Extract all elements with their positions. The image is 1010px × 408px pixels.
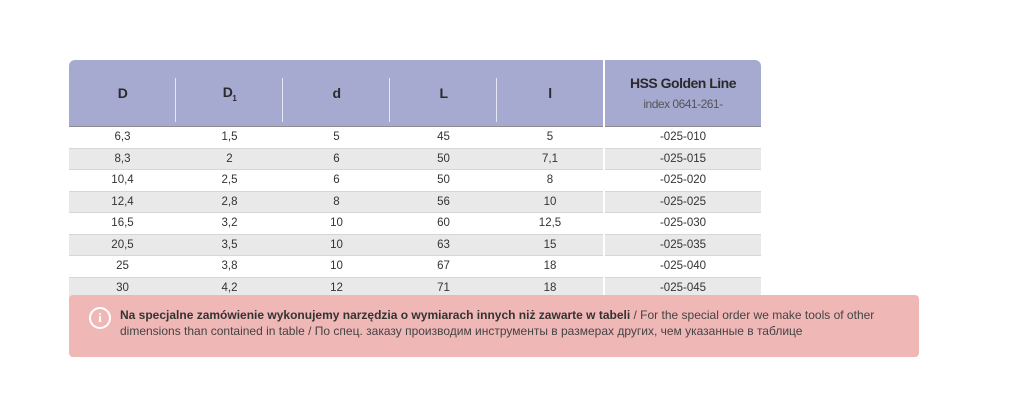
product-index-label: index 0641-261- — [643, 97, 723, 111]
table-cell: 12,5 — [497, 213, 604, 235]
table-cell: 8,3 — [69, 148, 176, 170]
table-cell: 71 — [390, 277, 497, 298]
table-row — [69, 234, 761, 256]
table-cell: 60 — [390, 213, 497, 235]
table-cell: 50 — [390, 170, 497, 192]
table-cell: 12,4 — [69, 191, 176, 213]
product-line-title: HSS Golden Line — [629, 75, 737, 91]
notice-translation-text: / For the special order we make tools of other dimensions than contained in table / По спец. заказу производим инструменты в размерах других, чем указанные в таблице — [120, 308, 875, 338]
table-cell: 63 — [390, 234, 497, 256]
table-cell: -025-015 — [604, 148, 761, 170]
column-header-D1: $D_1$ — [176, 60, 283, 127]
table-row — [69, 256, 761, 278]
table-cell: 15 — [497, 234, 604, 256]
column-header-D: D — [69, 60, 176, 127]
table-row — [69, 170, 761, 192]
table-cell: 16,5 — [69, 213, 176, 235]
table-row — [69, 213, 761, 235]
table-cell: 3,8 — [176, 256, 283, 278]
table-cell: 5 — [497, 127, 604, 149]
table-cell: 10 — [283, 213, 390, 235]
notice-text — [120, 307, 910, 339]
table-cell: 3,2 — [176, 213, 283, 235]
special-order-notice — [69, 295, 919, 357]
table-header-row — [69, 60, 761, 127]
notice-bold-text: Na specjalne zamówienie wykonujemy narzędzia o wymiarach innych niż zawarte w tabeli — [120, 308, 631, 322]
table-cell: 10 — [283, 234, 390, 256]
table-cell: 3,5 — [176, 234, 283, 256]
dimensions-table — [69, 60, 761, 298]
column-header-d: d — [283, 60, 390, 127]
table-cell: 25 — [69, 256, 176, 278]
table-cell: -025-045 — [604, 277, 761, 298]
table-cell: 10,4 — [69, 170, 176, 192]
table-cell: 12 — [283, 277, 390, 298]
table-cell: 6 — [283, 170, 390, 192]
info-icon: i — [89, 307, 111, 329]
table-cell: 6,3 — [69, 127, 176, 149]
table-cell: -025-020 — [604, 170, 761, 192]
table-cell: 18 — [497, 277, 604, 298]
table-cell: 30 — [69, 277, 176, 298]
table-cell: 7,1 — [497, 148, 604, 170]
table-cell: 20,5 — [69, 234, 176, 256]
table-row — [69, 127, 761, 149]
table-cell: 8 — [497, 170, 604, 192]
table-row — [69, 191, 761, 213]
table-cell: 5 — [283, 127, 390, 149]
table-cell: -025-040 — [604, 256, 761, 278]
table-cell: 8 — [283, 191, 390, 213]
table-cell: 2 — [176, 148, 283, 170]
table-cell: 2,8 — [176, 191, 283, 213]
table-cell: -025-010 — [604, 127, 761, 149]
table-cell: 4,2 — [176, 277, 283, 298]
table-cell: -025-035 — [604, 234, 761, 256]
table-cell: 45 — [390, 127, 497, 149]
table-cell: 50 — [390, 148, 497, 170]
table-cell: 10 — [497, 191, 604, 213]
table-cell: -025-030 — [604, 213, 761, 235]
table-cell: -025-025 — [604, 191, 761, 213]
table-cell: 56 — [390, 191, 497, 213]
table-cell: 2,5 — [176, 170, 283, 192]
table-row — [69, 148, 761, 170]
column-header-L: L — [390, 60, 497, 127]
table-body — [69, 127, 761, 299]
table-cell: 6 — [283, 148, 390, 170]
table-cell: 67 — [390, 256, 497, 278]
column-header-product-line — [604, 60, 761, 127]
dimensions-table-container — [69, 60, 761, 298]
column-header-l: l — [497, 60, 604, 127]
table-cell: 18 — [497, 256, 604, 278]
table-cell: 1,5 — [176, 127, 283, 149]
table-cell: 10 — [283, 256, 390, 278]
